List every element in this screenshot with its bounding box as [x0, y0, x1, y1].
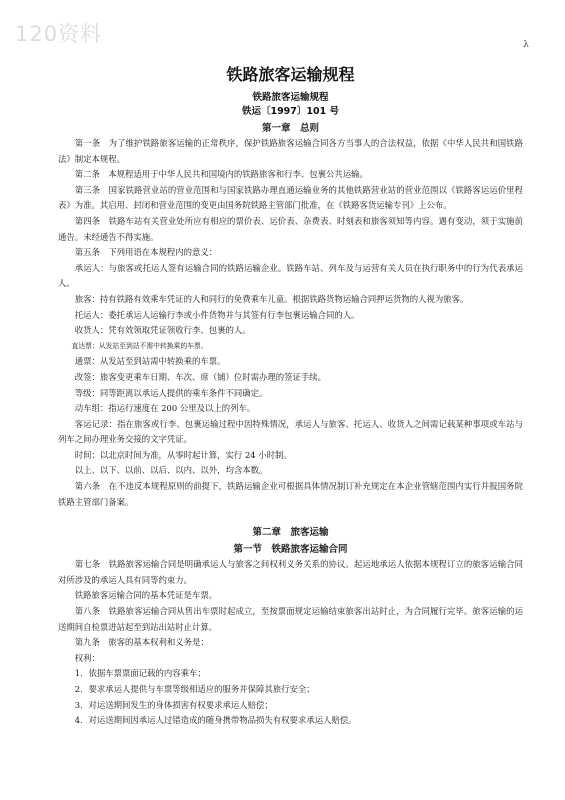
paragraph: 第五条 下列用语在本规程内的意义：: [74, 247, 218, 258]
paragraph: 第一条 为了维护铁路旅客运输的正常秩序，保护铁路旅客运输合同各方当事人的合法权益，依据《中华人民共和国铁路法》制定本规程。: [58, 138, 523, 164]
document-number: 铁运〔1997〕101 号: [241, 106, 340, 117]
document-page: [58, 62, 523, 729]
watermark-logo: 120资料: [15, 22, 103, 46]
paragraph: 收货人：凭有效领取凭证领收行李、包裹的人。: [74, 325, 251, 336]
paragraph: 承运人：与旅客或托运人签有运输合同的铁路运输企业。铁路车站、列车及与运营有关人员在执行职务中的行为代表承运人。: [58, 262, 523, 289]
paragraph: 第八条 铁路旅客运输合同从售出车票时起成立，至按票面规定运输结束旅客出站时止，为合同履行完毕。旅客运输的运送期间自检票进站起至到站出站时止计算。: [58, 606, 523, 632]
paragraph: 托运人：委托承运人运输行李或小件货物并与其签有行李包裹运输合同的人。: [74, 309, 360, 320]
document-subtitle: 铁路旅客运输规程: [252, 92, 329, 103]
paragraph: 以上、以下、以前、以后、以内、以外，均含本数。: [74, 465, 268, 476]
chapter-2-heading: 第二章 旅客运输: [252, 527, 329, 539]
paragraph: 权利：: [74, 652, 100, 663]
chapter-2-body: [58, 557, 523, 729]
document-title: 铁路旅客运输规程: [226, 65, 355, 84]
paragraph: 等级：同等距离以承运人提供的乘车条件不同确定。: [74, 387, 268, 398]
paragraph: 通票：从发站至到站需中转换乘的车票。: [74, 356, 226, 367]
paragraph: 客运记录：指在旅客或行李、包裹运输过程中因特殊情况，承运人与旅客、托运人、收货人之间需记载某种事项或车站与列车之间办理业务交接的文字凭证。: [58, 418, 523, 445]
paragraph: 铁路旅客运输合同的基本凭证是车票。: [74, 590, 218, 601]
paragraph: 3．对运送期间发生的身体损害有权要求承运人赔偿；: [74, 699, 273, 710]
paragraph: 第三条 国家铁路营业站的营业范围和与国家铁路办理直通运输业务的其他铁路营业站的营业范围以《铁路客运运价里程表》为准。其启用、封闭和营业范围的变更由国务院铁路主管部门批准，在《铁路客货运输专刊》上公布。: [58, 184, 523, 211]
paragraph: 改签：旅客变更乘车日期、车次、席（铺）位时需办理的签证手续。: [74, 371, 327, 382]
paragraph: 1．依据车票票面记载的内容乘车；: [74, 668, 206, 679]
paragraph: 第四条 铁路车站有关营业处所应有相应的票价表、运价表、杂费表、时刻表和旅客须知等内容。遇有变动，须于实施前通告。未经通告不得实施。: [58, 215, 523, 242]
corner-mark: λ: [523, 40, 529, 50]
paragraph: 第七条 铁路旅客运输合同是明确承运人与旅客之间权利义务关系的协议。起运地承运人依据本规程订立的旅客运输合同对所涉及的承运人具有同等约束力。: [58, 559, 523, 585]
paragraph: 2．要求承运人提供与车票等级相适应的服务并保障其旅行安全；: [74, 684, 315, 694]
chapter-1-body: [58, 136, 523, 510]
paragraph: 第六条 在不违反本规程原则的前提下，铁路运输企业可根据具体情况制订补充规定在本企业管辖范围内实行并报国务院铁路主管部门备案。: [58, 481, 523, 507]
paragraph: 第九条 旅客的基本权利和义务是：: [74, 637, 209, 648]
paragraph: 4．对运送期间因承运人过错造成的随身携带物品损失有权要求承运人赔偿。: [74, 715, 357, 726]
chapter-1-heading: 第一章 总则: [261, 123, 319, 134]
paragraph: 旅客：持有铁路有效乘车凭证的人和同行的免费乘车儿童。根据铁路货物运输合同押运货物的人视为旅客。: [74, 293, 469, 304]
paragraph: 时间：以北京时间为准，从零时起计算，实行 24 小时制。: [74, 449, 292, 460]
paragraph: 直达票：从发站至到站不需中转换乘的车票。: [71, 341, 208, 350]
paragraph: 动车组：指运行速度在 200 公里及以上的列车。: [74, 403, 256, 414]
section-1-heading: 第一节 铁路旅客运输合同: [233, 544, 348, 556]
paragraph: 第二条 本规程适用于中华人民共和国境内的铁路旅客和行李、包裹公共运输。: [74, 169, 368, 180]
